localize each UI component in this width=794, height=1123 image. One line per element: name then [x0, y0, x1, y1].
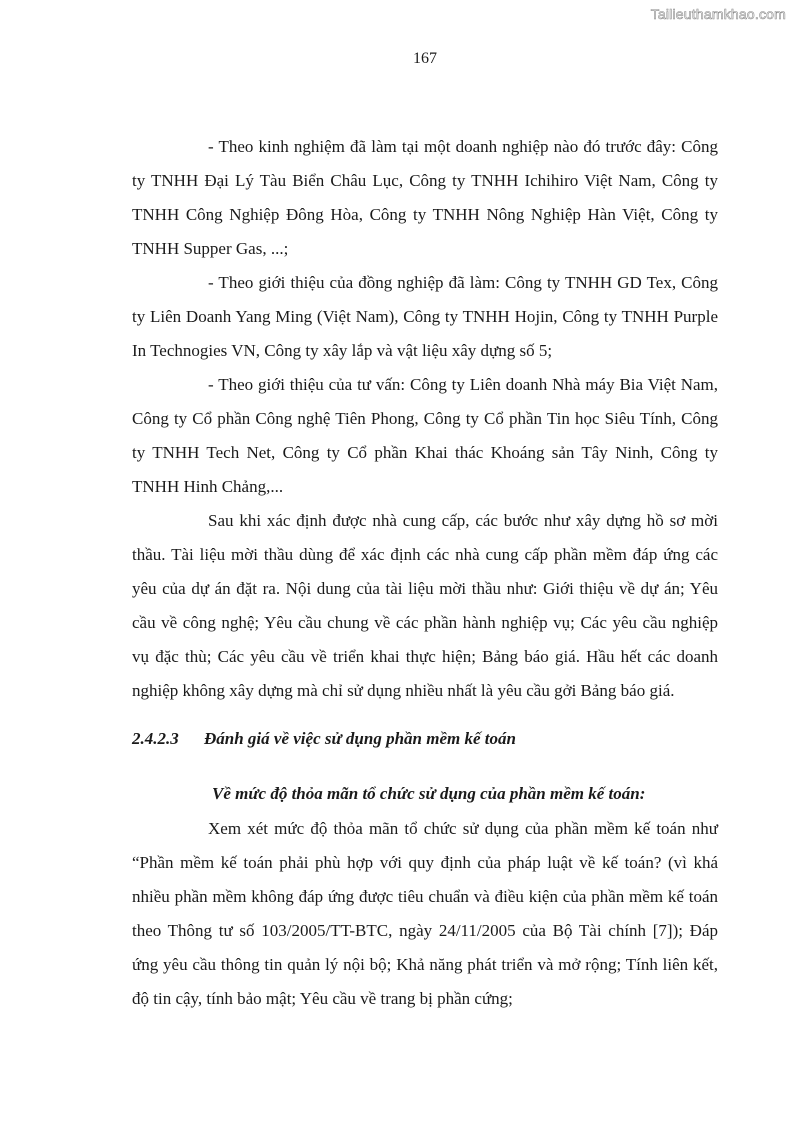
paragraph-colleague: - Theo giới thiệu của đồng nghiệp đã làm: Công ty TNHH GD Tex, Công ty Liên Doanh Yang Ming (Việt Nam), Công ty TNHH Hojin, Công ty TNHH Purple In Technogies VN, Công ty xây lắp và vật liệu xây dựng số 5; [132, 273, 718, 360]
page-number: 167 [413, 50, 437, 67]
section-number: 2.4.2.3 [132, 729, 179, 748]
watermark: Tailieuthamkhao.com [650, 6, 786, 22]
section-heading [132, 724, 718, 774]
paragraph-evaluation: Xem xét mức độ thỏa mãn tổ chức sử dụng của phần mềm kế toán như “Phần mềm kế toán phải phù hợp với quy định của pháp luật về kế toán? (vì khá nhiều phần mềm không đáp ứng được tiêu chuẩn và điều kiện của phần mềm kế toán theo Thông tư số 103/2005/TT-BTC, ngày 24/11/2005 của Bộ Tài chính [7]); Đáp ứng yêu cầu thông tin quản lý nội bộ; Khả năng phát triển và mở rộng; Tính liên kết, độ tin cậy, tính bảo mật; Yêu cầu về trang bị phần cứng; [132, 819, 718, 1008]
paragraph-experience: - Theo kinh nghiệm đã làm tại một doanh nghiệp nào đó trước đây: Công ty TNHH Đại Lý Tàu Biển Châu Lục, Công ty TNHH Ichihiro Việt Nam, Công ty TNHH Công Nghiệp Đông Hòa, Công ty TNHH Nông Nghiệp Hàn Việt, Công ty TNHH Supper Gas, ...; [132, 137, 718, 258]
document-body [132, 130, 718, 1016]
section-title: Đánh giá về việc sử dụng phần mềm kế toán [204, 729, 516, 748]
paragraph-tender: Sau khi xác định được nhà cung cấp, các bước như xây dựng hồ sơ mời thầu. Tài liệu mời thầu dùng để xác định các nhà cung cấp phần mềm đáp ứng các yêu của dự án đặt ra. Nội dung của tài liệu mời thầu như: Giới thiệu về dự án; Yêu cầu về công nghệ; Yêu cầu chung về các phần hành nghiệp vụ; Các yêu cầu nghiệp vụ đặc thù; Các yêu cầu về triển khai thực hiện; Bảng báo giá. Hầu hết các doanh nghiệp không xây dựng mà chỉ sử dụng nhiều nhất là yêu cầu gởi Bảng báo giá. [132, 511, 718, 700]
subheading: Về mức độ thỏa mãn tổ chức sử dụng của phần mềm kế toán: [212, 784, 646, 803]
paragraph-consultant: - Theo giới thiệu của tư vấn: Công ty Liên doanh Nhà máy Bia Việt Nam, Công ty Cổ phần Công nghệ Tiên Phong, Công ty Cổ phần Tin học Siêu Tính, Công ty TNHH Tech Net, Công ty Cổ phần Khai thác Khoáng sản Tây Ninh, Công ty TNHH Hinh Chảng,... [132, 375, 718, 496]
